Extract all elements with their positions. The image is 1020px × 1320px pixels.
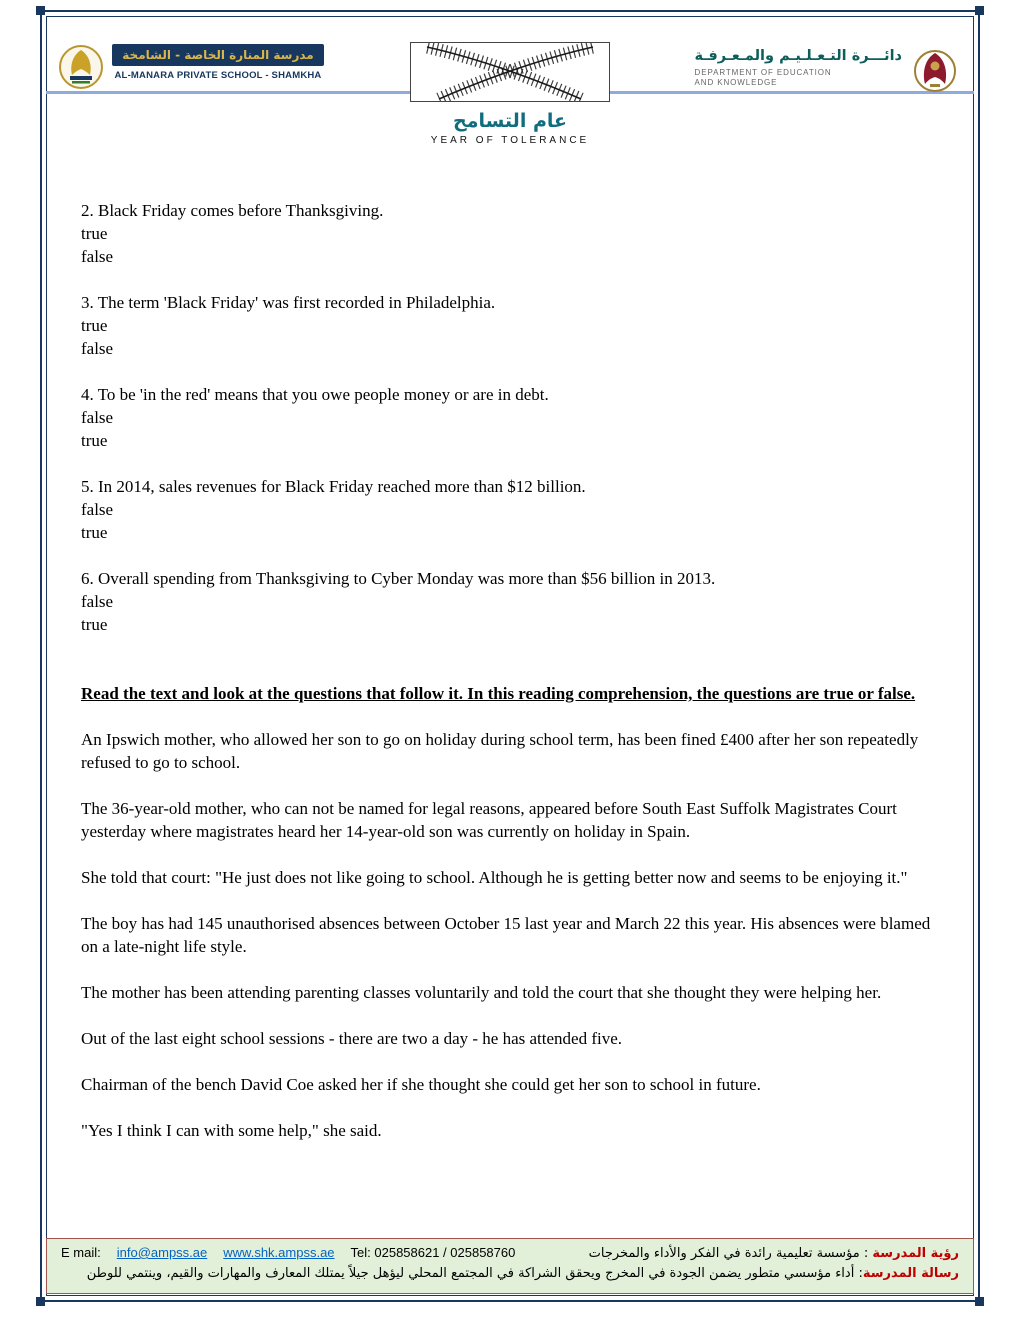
reading-paragraph: "Yes I think I can with some help," she said. — [81, 1121, 382, 1140]
question-text: 2. Black Friday comes before Thanksgiving. — [81, 201, 384, 220]
website-link[interactable]: www.shk.ampss.ae — [223, 1245, 335, 1260]
department-name-english-line2: AND KNOWLEDGE — [694, 78, 778, 87]
department-name-arabic: دائـــرة التـعـلـيـم والمـعـرفـة — [694, 48, 902, 64]
question-block-4 — [81, 383, 941, 452]
reading-paragraph: She told that court: "He just does not like going to school. Although he is getting better now and seems to be enjoying it." — [81, 868, 908, 887]
tolerance-fronds-icon — [410, 42, 610, 102]
school-crest-icon — [58, 44, 104, 95]
reading-instruction-heading: Read the text and look at the questions that follow it. In this reading comprehension, the questions are true or false. — [81, 684, 916, 703]
school-brand — [58, 44, 324, 95]
question-option: false — [81, 592, 114, 611]
question-option: true — [81, 316, 108, 335]
vision-label: رؤية المدرسة — [872, 1246, 959, 1261]
question-text: 6. Overall spending from Thanksgiving to Cyber Monday was more than $56 billion in 2013. — [81, 569, 716, 588]
school-footer-bar — [46, 1238, 974, 1294]
mission-label: رسالة المدرسة — [862, 1266, 959, 1281]
question-block-6 — [81, 567, 941, 636]
mission-text: أداء مؤسسي متطور يضمن الجودة في المخرج ويحقق الشراكة في المجتمع المحلي ليؤهل جيلاً يمتلك المعارف والمهارات والقيم، وينتمي للوطن — [86, 1266, 855, 1281]
tolerance-title-arabic: عام التسامح — [453, 110, 567, 132]
tolerance-title-english: YEAR OF TOLERANCE — [430, 135, 590, 146]
school-name-arabic: مدرسة المنارة الخاصة - الشامخة — [112, 44, 324, 66]
question-block-5 — [81, 475, 941, 544]
mission-separator: : — [854, 1266, 863, 1281]
question-option: false — [81, 500, 114, 519]
reading-paragraph: The boy has had 145 unauthorised absences between October 15 last year and March 22 this year. His absences were blamed on a late-night life style. — [81, 914, 931, 956]
department-brand — [695, 48, 958, 99]
question-option: true — [81, 431, 108, 450]
question-option: false — [81, 408, 114, 427]
question-block-3 — [81, 291, 941, 360]
reading-paragraph: Chairman of the bench David Coe asked her if she thought she could get her son to school in future. — [81, 1075, 761, 1094]
question-option: true — [81, 615, 108, 634]
vision-text: مؤسسة تعليمية رائدة في الفكر والأداء والمخرجات — [588, 1246, 860, 1261]
question-block-2 — [81, 199, 941, 268]
question-text: 5. In 2014, sales revenues for Black Friday reached more than $12 billion. — [81, 477, 586, 496]
reading-paragraph: An Ipswich mother, who allowed her son to go on holiday during school term, has been fined £400 after her son repeatedly refused to go to school. — [81, 730, 919, 772]
department-name-english-line1: DEPARTMENT OF EDUCATION — [694, 68, 832, 77]
year-of-tolerance-logo — [410, 42, 610, 146]
uae-falcon-emblem-icon — [912, 48, 958, 99]
vision-separator: : — [859, 1246, 873, 1261]
border-corner-ornament — [975, 1297, 984, 1306]
school-name-english: AL-MANARA PRIVATE SCHOOL - SHAMKHA — [114, 70, 322, 81]
email-link[interactable]: info@ampss.ae — [116, 1245, 208, 1260]
email-label: E mail: — [61, 1245, 101, 1260]
border-corner-ornament — [975, 6, 984, 15]
border-corner-ornament — [36, 6, 45, 15]
question-text: 3. The term 'Black Friday' was first recorded in Philadelphia. — [81, 293, 496, 312]
reading-paragraph: The 36-year-old mother, who can not be named for legal reasons, appeared before South East Suffolk Magistrates Court yesterday where magistrates heard her 14-year-old son was currently on holiday in Spain. — [81, 799, 897, 841]
document-body — [81, 199, 941, 1165]
reading-paragraph: Out of the last eight school sessions - there are two a day - he has attended five. — [81, 1029, 623, 1048]
question-option: false — [81, 247, 114, 266]
question-option: false — [81, 339, 114, 358]
question-option: true — [81, 224, 108, 243]
question-text: 4. To be 'in the red' means that you owe people money or are in debt. — [81, 385, 549, 404]
border-corner-ornament — [36, 1297, 45, 1306]
question-option: true — [81, 523, 108, 542]
telephone-numbers: Tel: 025858621 / 025858760 — [350, 1245, 516, 1260]
reading-paragraph: The mother has been attending parenting classes voluntarily and told the court that she thought they were helping her. — [81, 983, 882, 1002]
